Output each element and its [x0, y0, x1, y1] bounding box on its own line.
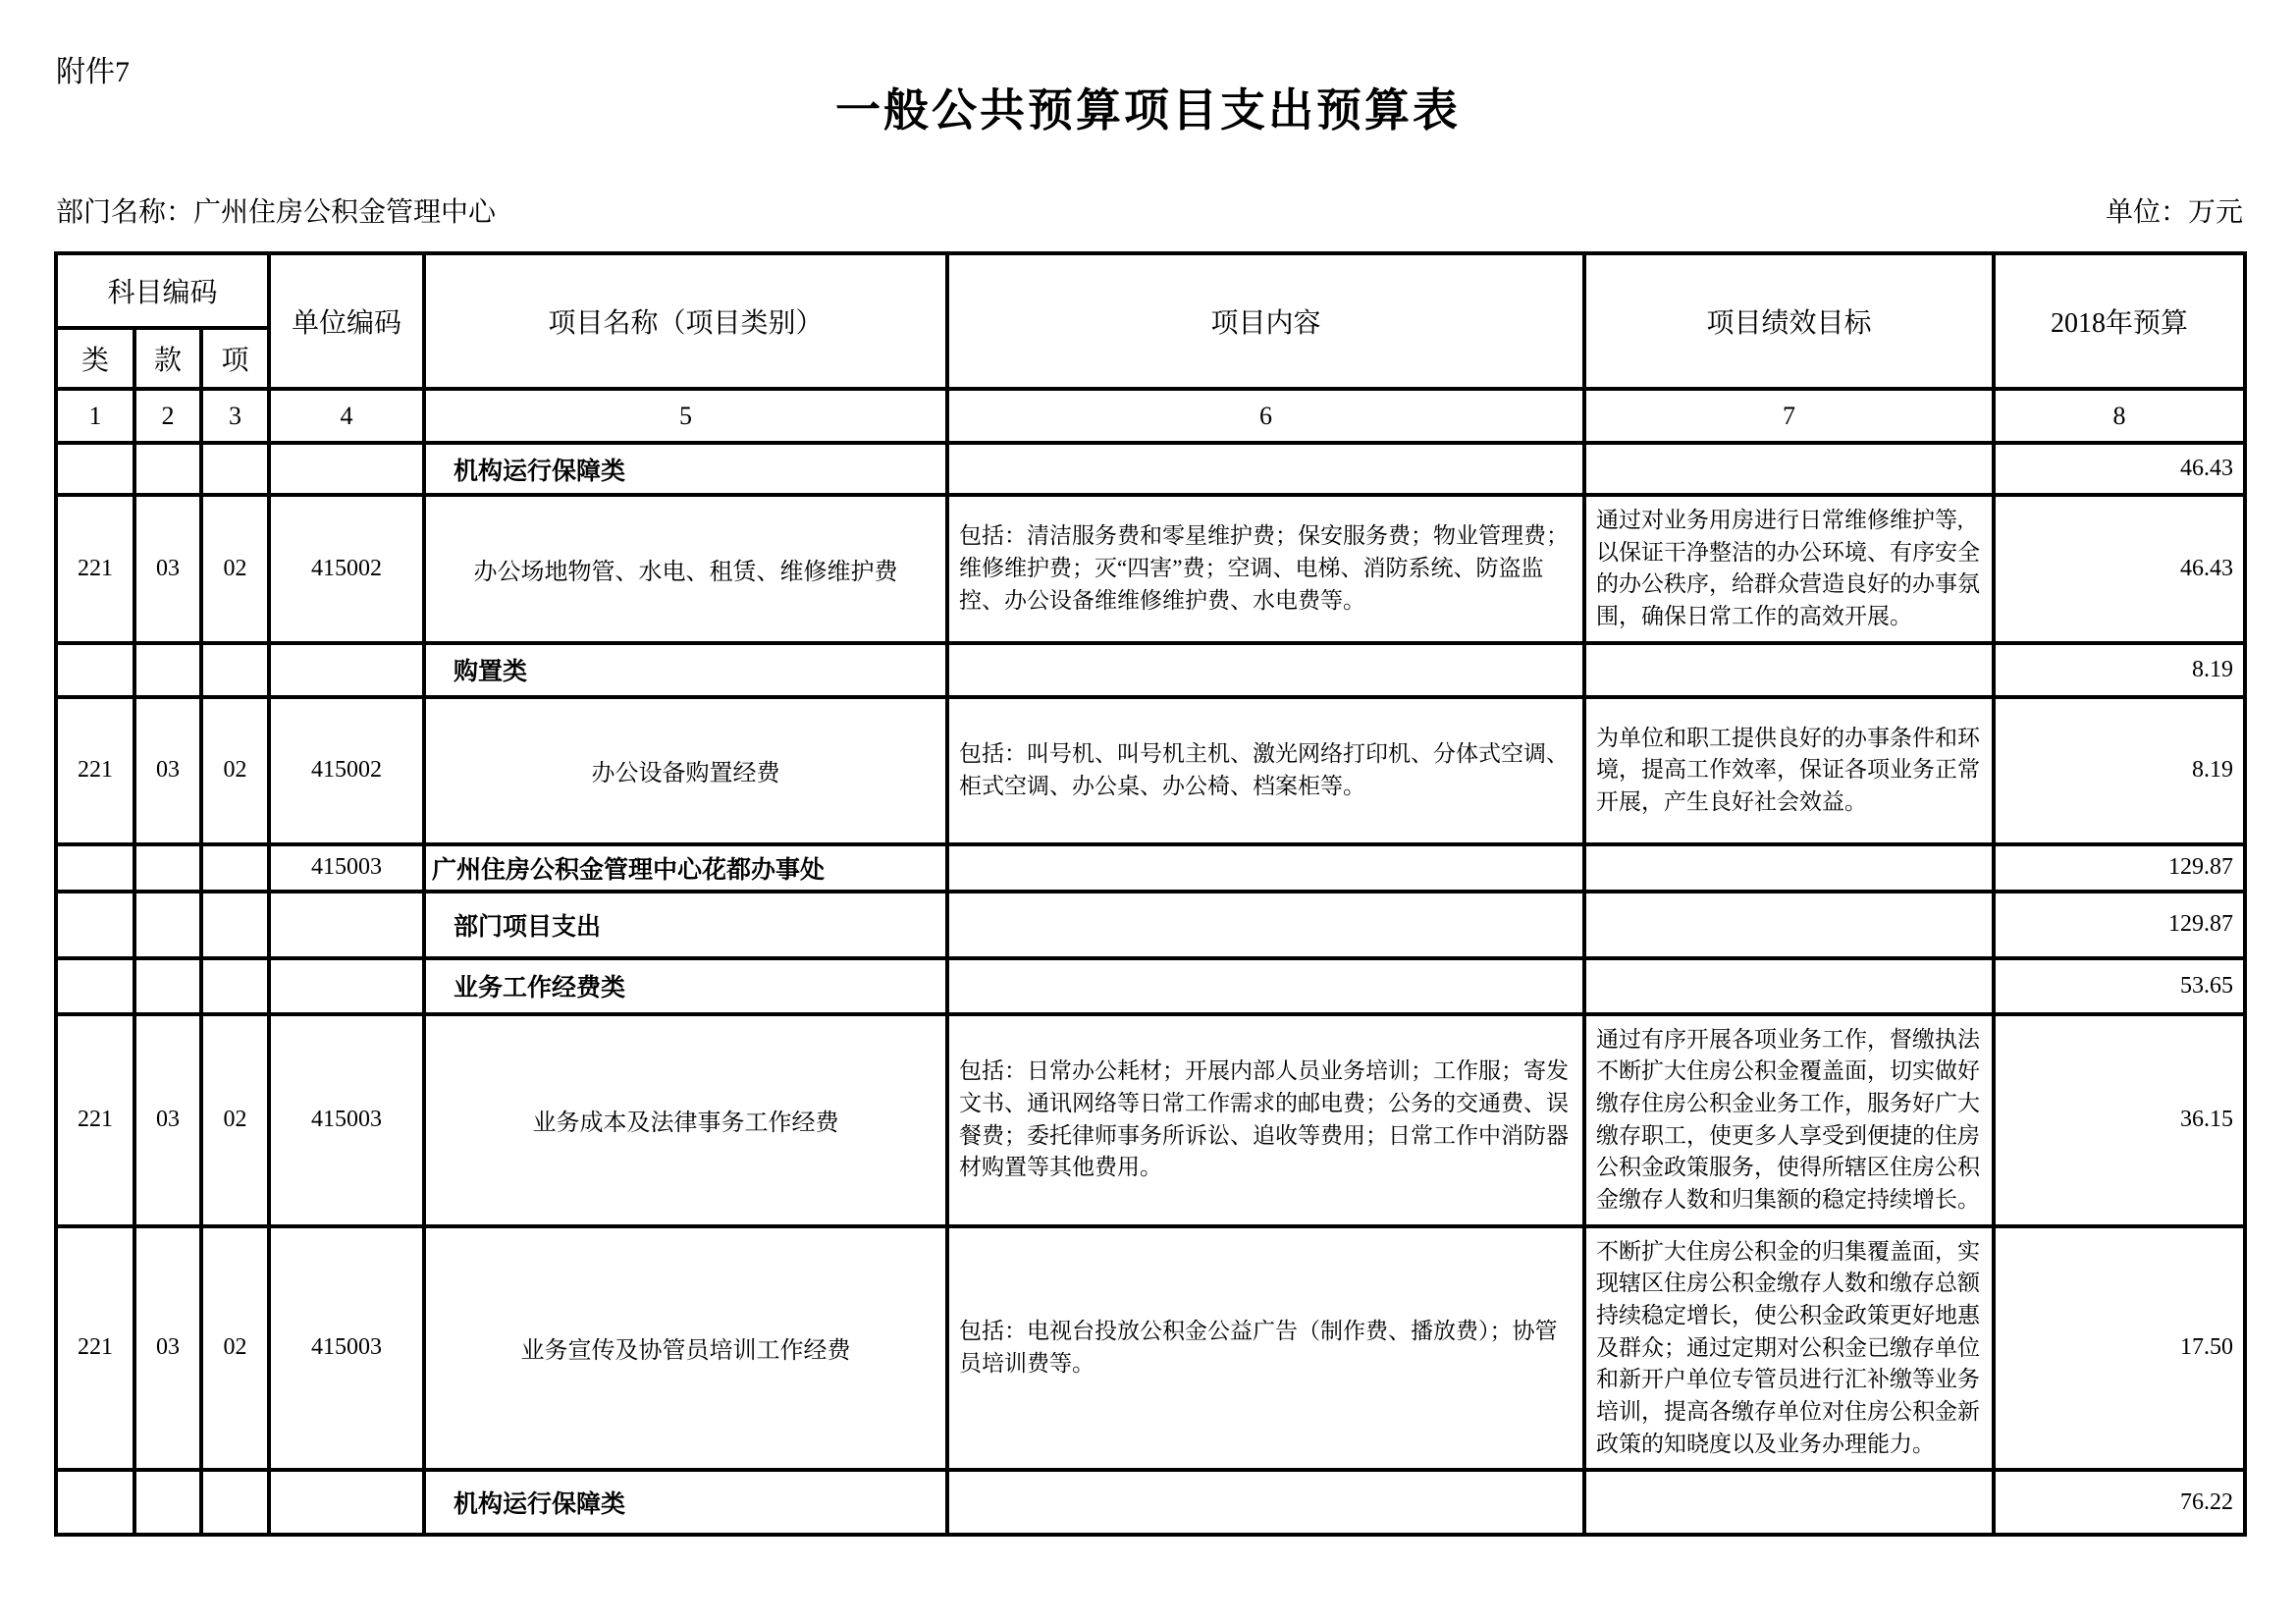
cell-item: 02 [201, 697, 269, 844]
column-number: 5 [424, 389, 947, 443]
cell-performance-goal [1584, 844, 1994, 892]
unit-label: 单位：万元 [2105, 197, 2243, 228]
cell-unit-code [269, 1470, 424, 1535]
cell-performance-goal: 通过有序开展各项业务工作，督缴执法不断扩大住房公积金覆盖面，切实做好缴存住房公积金业务工作，服务好广大缴存职工，使更多人享受到便捷的住房公积金政策服务，使得所辖区住房公积金缴存人数和归集额的稳定持续增长。 [1584, 1014, 1994, 1226]
cell-section: 03 [134, 1226, 201, 1471]
cell-section [134, 443, 201, 495]
cell-unit-code: 415003 [269, 844, 424, 892]
cell-class: 221 [56, 697, 134, 844]
cell-performance-goal [1584, 643, 1994, 697]
column-number: 7 [1584, 389, 1994, 443]
cell-project-name: 部门项目支出 [424, 892, 947, 958]
cell-performance-goal [1584, 958, 1994, 1014]
cell-item: 02 [201, 1226, 269, 1471]
column-number: 4 [269, 389, 424, 443]
table-row [56, 844, 2245, 892]
cell-unit-code: 415002 [269, 697, 424, 844]
cell-item [201, 958, 269, 1014]
cell-budget: 17.50 [1994, 1226, 2245, 1471]
cell-item: 02 [201, 1014, 269, 1226]
header-project-content: 项目内容 [947, 253, 1584, 389]
cell-item [201, 844, 269, 892]
cell-budget: 8.19 [1994, 697, 2245, 844]
cell-section [134, 643, 201, 697]
column-number: 6 [947, 389, 1584, 443]
budget-table [54, 251, 2247, 1537]
cell-budget: 129.87 [1994, 892, 2245, 958]
cell-class: 221 [56, 495, 134, 643]
cell-project-name: 办公设备购置经费 [424, 697, 947, 844]
column-number-row [56, 389, 2245, 443]
cell-section [134, 844, 201, 892]
column-number: 2 [134, 389, 201, 443]
cell-project-content [947, 958, 1584, 1014]
cell-item [201, 892, 269, 958]
table-row [56, 1226, 2245, 1471]
cell-class: 221 [56, 1226, 134, 1471]
cell-project-content [947, 844, 1584, 892]
cell-class [56, 443, 134, 495]
meta-row [56, 190, 2243, 230]
table-row [56, 1470, 2245, 1535]
cell-budget: 129.87 [1994, 844, 2245, 892]
header-performance-goal: 项目绩效目标 [1584, 253, 1994, 389]
department-name: 部门名称：广州住房公积金管理中心 [56, 197, 497, 228]
header-class: 类 [56, 328, 134, 389]
cell-performance-goal [1584, 443, 1994, 495]
cell-unit-code [269, 643, 424, 697]
cell-project-content [947, 443, 1584, 495]
cell-project-content: 包括：清洁服务费和零星维护费；保安服务费；物业管理费；维修维护费；灭“四害”费；空调、电梯、消防系统、防盗监控、办公设备维维修维护费、水电费等。 [947, 495, 1584, 643]
cell-class [56, 844, 134, 892]
table-row [56, 958, 2245, 1014]
table-row [56, 1014, 2245, 1226]
cell-project-name: 购置类 [424, 643, 947, 697]
cell-project-name: 业务宣传及协管员培训工作经费 [424, 1226, 947, 1471]
table-row [56, 892, 2245, 958]
cell-class [56, 892, 134, 958]
cell-project-content [947, 1470, 1584, 1535]
cell-class: 221 [56, 1014, 134, 1226]
cell-budget: 8.19 [1994, 643, 2245, 697]
cell-class [56, 643, 134, 697]
cell-unit-code: 415002 [269, 495, 424, 643]
header-budget-2018: 2018年预算 [1994, 253, 2245, 389]
cell-project-content [947, 643, 1584, 697]
header-section: 款 [134, 328, 201, 389]
cell-class [56, 958, 134, 1014]
header-project-name: 项目名称（项目类别） [424, 253, 947, 389]
cell-section [134, 958, 201, 1014]
cell-section: 03 [134, 1014, 201, 1226]
column-number: 3 [201, 389, 269, 443]
cell-performance-goal: 不断扩大住房公积金的归集覆盖面，实现辖区住房公积金缴存人数和缴存总额持续稳定增长，使公积金政策更好地惠及群众；通过定期对公积金已缴存单位和新开户单位专管员进行汇补缴等业务培训，提高各缴存单位对住房公积金新政策的知晓度以及业务办理能力。 [1584, 1226, 1994, 1471]
cell-project-name: 业务工作经费类 [424, 958, 947, 1014]
cell-performance-goal [1584, 1470, 1994, 1535]
cell-budget: 53.65 [1994, 958, 2245, 1014]
cell-budget: 76.22 [1994, 1470, 2245, 1535]
cell-unit-code [269, 892, 424, 958]
table-row [56, 443, 2245, 495]
table-row [56, 643, 2245, 697]
header-item: 项 [201, 328, 269, 389]
cell-performance-goal: 为单位和职工提供良好的办事条件和环境，提高工作效率，保证各项业务正常开展，产生良好社会效益。 [1584, 697, 1994, 844]
cell-project-content [947, 892, 1584, 958]
cell-project-content: 包括：叫号机、叫号机主机、激光网络打印机、分体式空调、柜式空调、办公桌、办公椅、档案柜等。 [947, 697, 1584, 844]
cell-section [134, 892, 201, 958]
cell-section: 03 [134, 697, 201, 844]
cell-project-name: 机构运行保障类 [424, 1470, 947, 1535]
cell-project-content: 包括：电视台投放公积金公益广告（制作费、播放费）；协管员培训费等。 [947, 1226, 1584, 1471]
cell-budget: 46.43 [1994, 495, 2245, 643]
cell-performance-goal: 通过对业务用房进行日常维修维护等,以保证干净整洁的办公环境、有序安全的办公秩序，给群众营造良好的办事氛围，确保日常工作的高效开展。 [1584, 495, 1994, 643]
cell-project-name: 广州住房公积金管理中心花都办事处 [424, 844, 947, 892]
page-title: 一般公共预算项目支出预算表 [835, 85, 1461, 135]
cell-unit-code: 415003 [269, 1014, 424, 1226]
cell-unit-code [269, 443, 424, 495]
cell-performance-goal [1584, 892, 1994, 958]
table-row [56, 697, 2245, 844]
cell-section [134, 1470, 201, 1535]
column-number: 1 [56, 389, 134, 443]
cell-item [201, 643, 269, 697]
cell-item [201, 443, 269, 495]
cell-project-name: 业务成本及法律事务工作经费 [424, 1014, 947, 1226]
cell-budget: 46.43 [1994, 443, 2245, 495]
cell-project-content: 包括：日常办公耗材；开展内部人员业务培训；工作服；寄发文书、通讯网络等日常工作需求的邮电费；公务的交通费、误餐费；委托律师事务所诉讼、追收等费用；日常工作中消防器材购置等其他费用。 [947, 1014, 1584, 1226]
cell-project-name: 机构运行保障类 [424, 443, 947, 495]
cell-item [201, 1470, 269, 1535]
cell-unit-code [269, 958, 424, 1014]
cell-project-name: 办公场地物管、水电、租赁、维修维护费 [424, 495, 947, 643]
cell-class [56, 1470, 134, 1535]
column-number: 8 [1994, 389, 2245, 443]
cell-item: 02 [201, 495, 269, 643]
table-row [56, 495, 2245, 643]
attachment-label: 附件7 [56, 56, 130, 88]
cell-unit-code: 415003 [269, 1226, 424, 1471]
header-unit-code: 单位编码 [269, 253, 424, 389]
cell-budget: 36.15 [1994, 1014, 2245, 1226]
header-subject-code: 科目编码 [56, 253, 269, 328]
cell-section: 03 [134, 495, 201, 643]
